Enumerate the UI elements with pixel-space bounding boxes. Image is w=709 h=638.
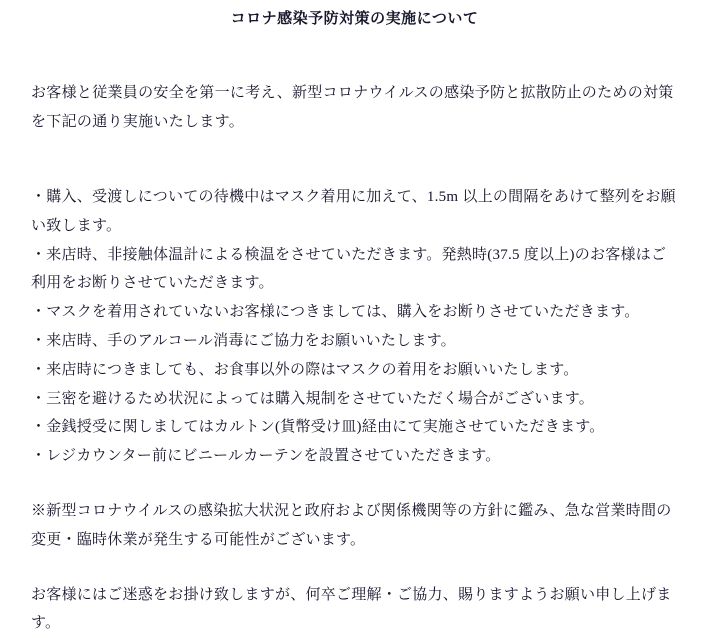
list-item: ・三密を避けるため状況によっては購入規制をさせていただく場合がございます。: [31, 385, 678, 414]
list-item: ・来店時、非接触体温計による検温をさせていただきます。発熱時(37.5 度以上)のお客様はご利用をお断りさせていただきます。: [31, 241, 678, 299]
list-item: ・購入、受渡しについての待機中はマスク着用に加えて、1.5m 以上の間隔をあけて整列をお願い致します。: [31, 183, 678, 241]
list-item: ・金銭授受に関しましてはカルトン(貨幣受け皿)経由にて実施させていただきます。: [31, 413, 678, 442]
notice-paragraph: ※新型コロナウイルスの感染拡大状況と政府および関係機関等の方針に鑑み、急な営業時間の変更・臨時休業が発生する可能性がございます。: [31, 497, 678, 555]
list-item: ・レジカウンター前にビニールカーテンを設置させていただきます。: [31, 442, 678, 471]
document-body: [0, 79, 709, 638]
list-item: ・来店時につきましても、お食事以外の際はマスクの着用をお願いいたします。: [31, 356, 678, 385]
document-page: [0, 8, 709, 627]
closing-paragraph: お客様にはご迷惑をお掛け致しますが、何卒ご理解・ご協力、賜りますようお願い申し上げます。: [31, 581, 678, 638]
list-item: ・来店時、手のアルコール消毒にご協力をお願いいたします。: [31, 327, 678, 356]
measures-list: [31, 183, 678, 471]
list-item: ・マスクを着用されていないお客様につきましては、購入をお断りさせていただきます。: [31, 298, 678, 327]
intro-paragraph: お客様と従業員の安全を第一に考え、新型コロナウイルスの感染予防と拡散防止のための対策を下記の通り実施いたします。: [31, 79, 678, 138]
page-title: コロナ感染予防対策の実施について: [0, 8, 709, 31]
